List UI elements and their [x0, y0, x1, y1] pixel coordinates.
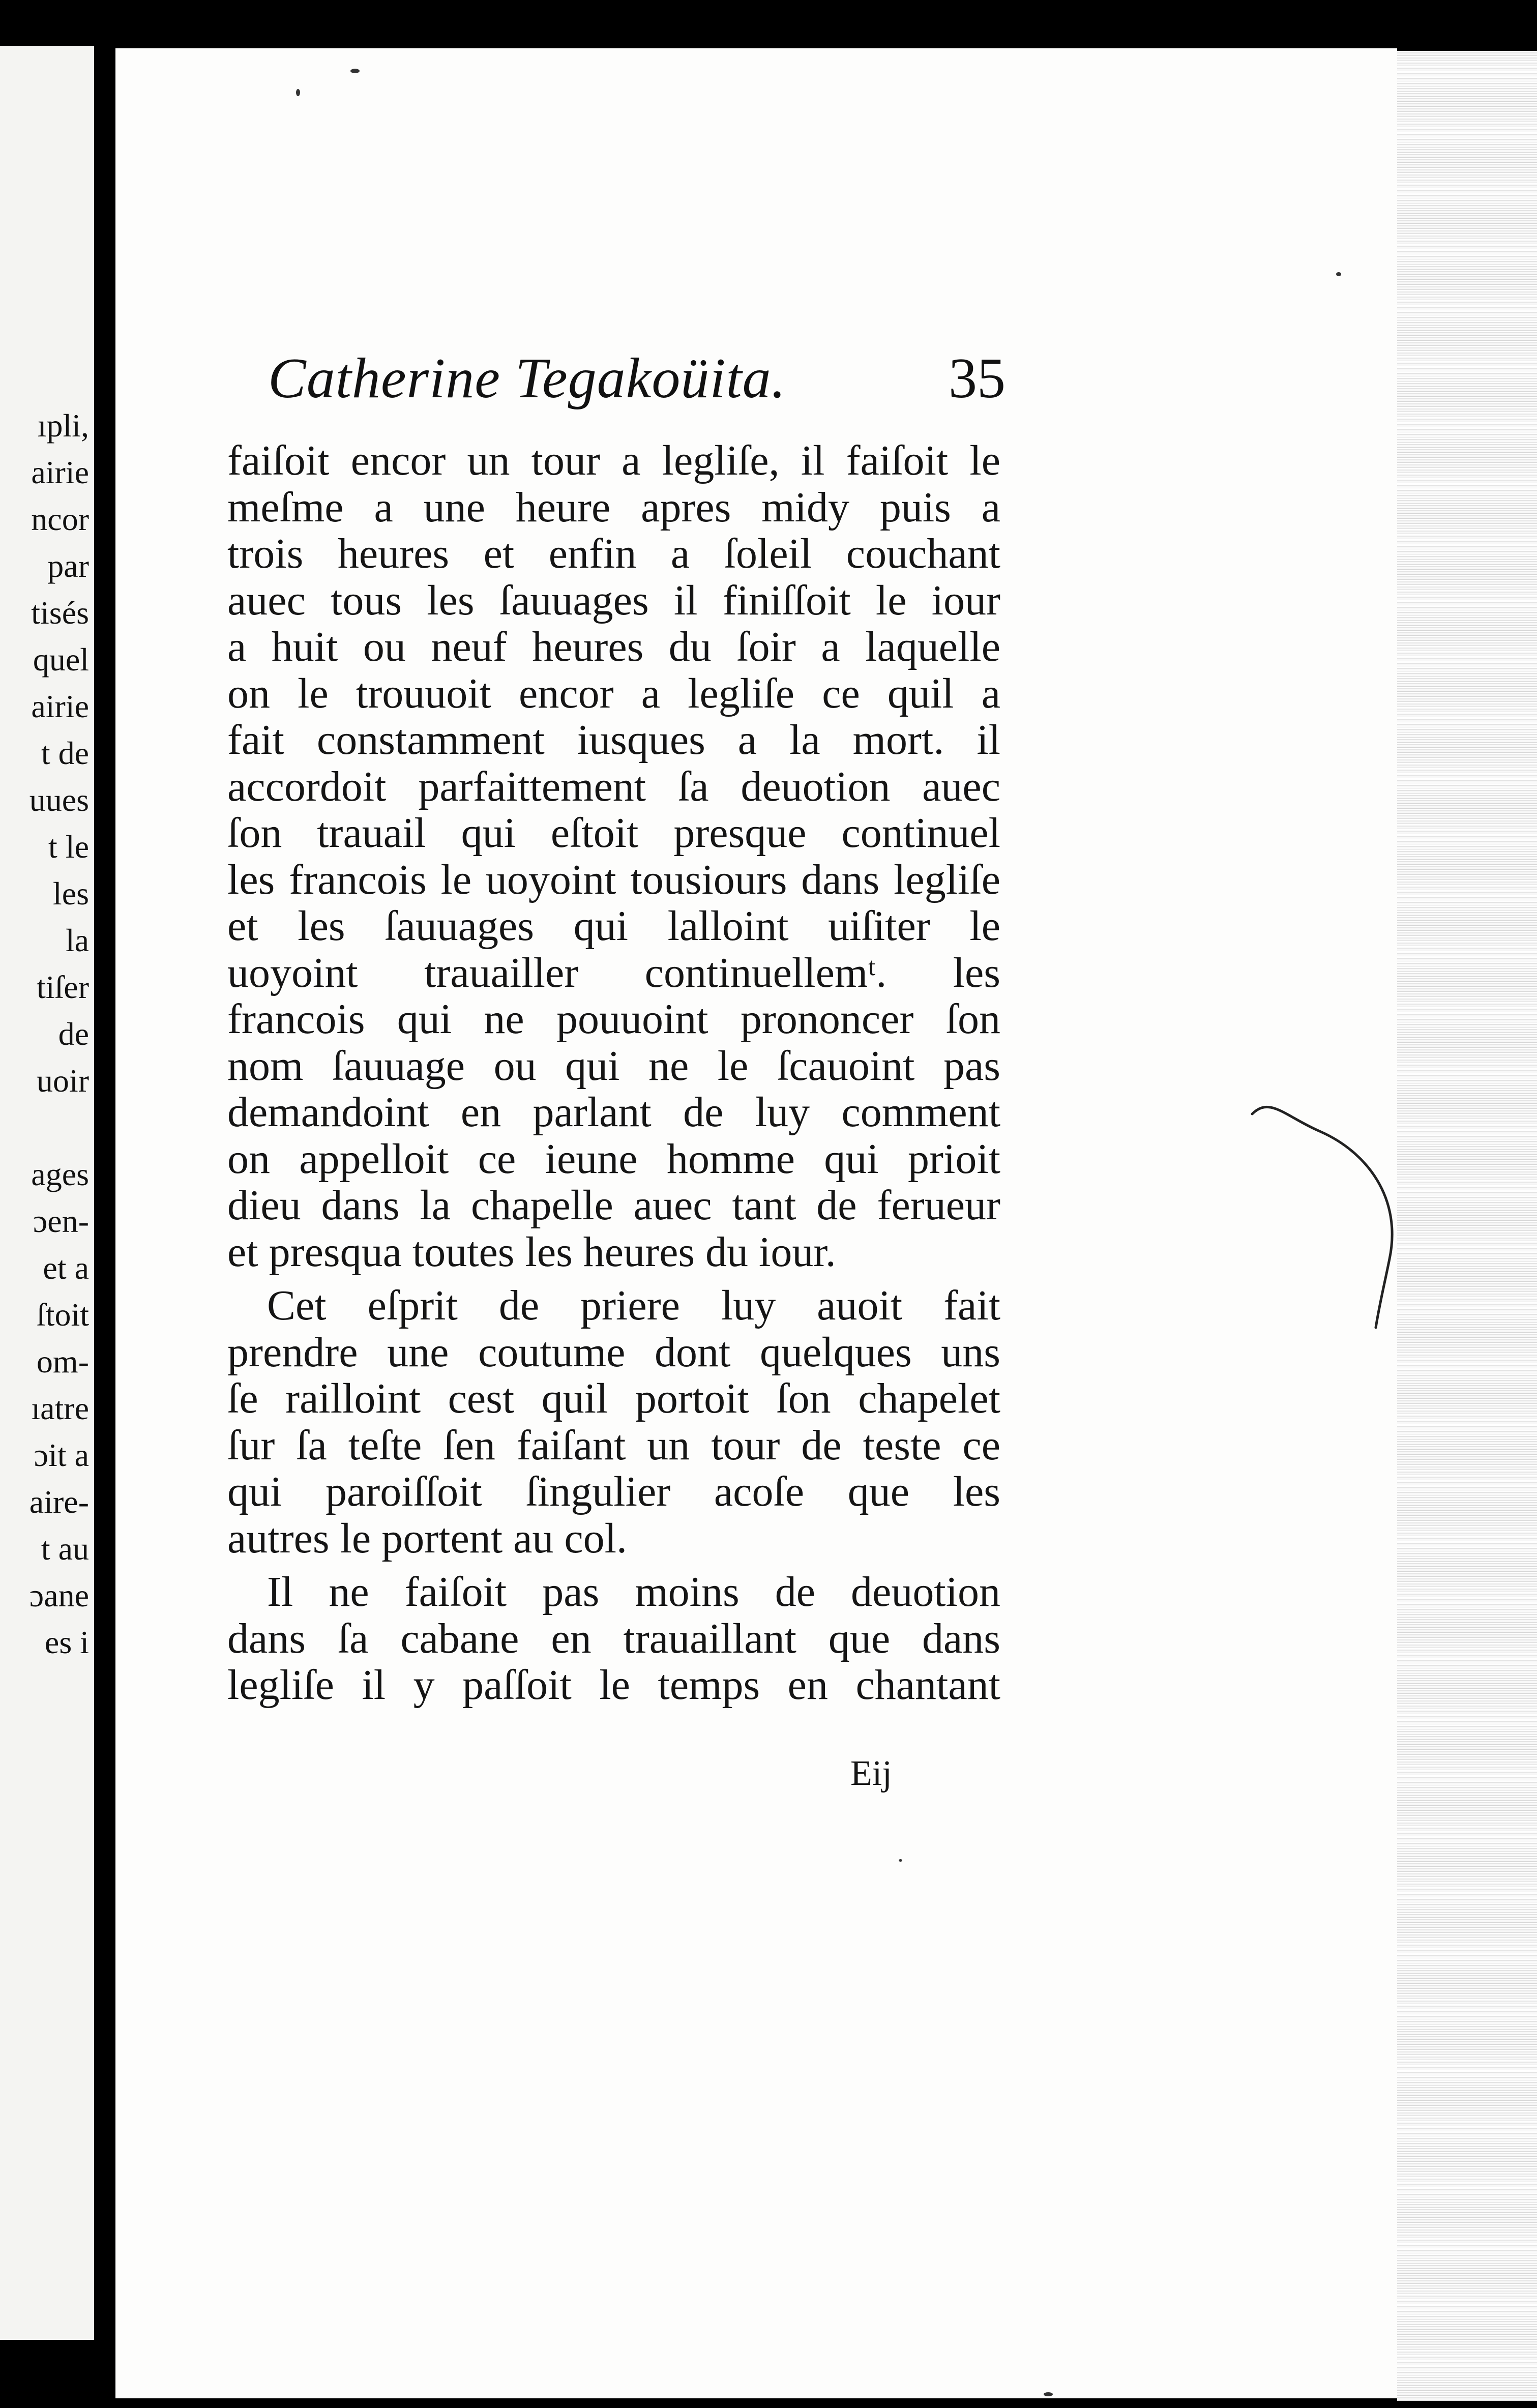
page-number: 35	[949, 347, 1006, 410]
text-line: a huit ou neuf heures du ſoir a laquelle	[227, 624, 1000, 670]
text-line: prendre une coutume dont quelques uns	[227, 1329, 1000, 1376]
text-line: auec tous les ſauuages il finiſſoit le iour	[227, 577, 1000, 624]
facing-page-line: t le	[48, 829, 89, 865]
ink-speck	[1044, 2392, 1053, 2396]
facing-page-fragment	[0, 46, 94, 2340]
facing-page-line: aire-	[29, 1484, 89, 1520]
facing-page-line: ɔen-	[33, 1203, 89, 1239]
facing-page-line: la	[65, 922, 89, 958]
text-line: Il ne faiſoit pas moins de deuotion	[267, 1569, 1000, 1616]
text-line: ſon trauail qui eſtoit presque continuel	[227, 810, 1000, 857]
text-line: ſe railloint cest quil portoit ſon chapelet	[227, 1375, 1000, 1422]
text-line: on appelloit ce ieune homme qui prioit	[227, 1136, 1000, 1183]
text-line: on le trouuoit encor a legliſe ce quil a	[227, 670, 1000, 717]
text-line: nom ſauuage ou qui ne le ſcauoint pas	[227, 1043, 1000, 1090]
facing-page-line: tiſer	[36, 969, 89, 1005]
text-line: Cet eſprit de priere luy auoit fait	[267, 1282, 1000, 1329]
facing-page-line: de	[58, 1016, 89, 1052]
text-line: les francois le uoyoint tousiours dans legliſe	[227, 857, 1000, 903]
text-line: demandoint en parlant de luy comment	[227, 1089, 1000, 1136]
facing-page-line: ıpli,	[37, 407, 89, 444]
running-title: Catherine Tegakoüita.	[268, 347, 786, 410]
ink-speck	[350, 69, 360, 73]
text-line: meſme a une heure apres midy puis a	[227, 484, 1000, 531]
text-line: fait constamment iusques a la mort. il	[227, 717, 1000, 763]
text-line: faiſoit encor un tour a legliſe, il faiſoit le	[227, 437, 1000, 484]
facing-page-line: uoir	[36, 1063, 89, 1099]
facing-page-line: ſtoit	[36, 1297, 89, 1333]
facing-page-line: uues	[29, 782, 89, 818]
facing-page-line: et a	[43, 1250, 89, 1286]
text-line: dieu dans la chapelle auec tant de ferueur	[227, 1182, 1000, 1229]
facing-page-line: ages	[31, 1156, 89, 1192]
ink-speck	[1336, 272, 1341, 276]
facing-page-line: ɔit a	[34, 1437, 89, 1473]
facing-page-line: es i	[44, 1624, 89, 1660]
text-line: accordoit parfaittement ſa deuotion auec	[227, 763, 1000, 810]
facing-page-line: t au	[41, 1531, 89, 1567]
stray-pen-stroke	[1250, 1096, 1412, 1330]
facing-page-line: airie	[31, 454, 89, 490]
facing-page-line: par	[47, 548, 89, 584]
text-line: legliſe il y paſſoit le temps en chantant	[227, 1662, 1000, 1709]
text-line: qui paroiſſoit ſingulier acoſe que les	[227, 1469, 1000, 1515]
ink-speck	[296, 89, 300, 96]
book-page	[115, 48, 1397, 2398]
facing-page-line: ıatre	[31, 1390, 89, 1426]
facing-page-line: tisés	[31, 595, 89, 631]
text-line: autres le portent au col.	[227, 1515, 628, 1562]
facing-page-line: airie	[31, 688, 89, 724]
facing-page-line: ɔane	[29, 1577, 89, 1613]
ink-speck	[899, 1859, 902, 1862]
facing-page-line: les	[52, 875, 89, 912]
facing-page-line: om-	[36, 1343, 89, 1379]
text-line: et presqua toutes les heures du iour.	[227, 1229, 836, 1276]
page-edge-stack	[1397, 51, 1537, 2401]
text-line: trois heures et enfin a ſoleil couchant	[227, 531, 1000, 577]
facing-page-line: ncor	[31, 501, 89, 537]
running-head	[268, 346, 1006, 410]
text-line: francois qui ne pouuoint prononcer ſon	[227, 996, 1000, 1043]
facing-page-line: t de	[41, 735, 89, 771]
text-line: et les ſauuages qui lalloint uiſiter le	[227, 903, 1000, 950]
text-line: uoyoint trauailler continuellemᵗ. les	[227, 950, 1000, 996]
signature-mark: Eij	[850, 1754, 892, 1793]
text-line: dans ſa cabane en trauaillant que dans	[227, 1616, 1000, 1662]
facing-page-line: quel	[33, 641, 89, 678]
text-line: ſur ſa teſte ſen faiſant un tour de teste ce	[227, 1422, 1000, 1469]
gutter-shadow	[94, 51, 115, 2401]
